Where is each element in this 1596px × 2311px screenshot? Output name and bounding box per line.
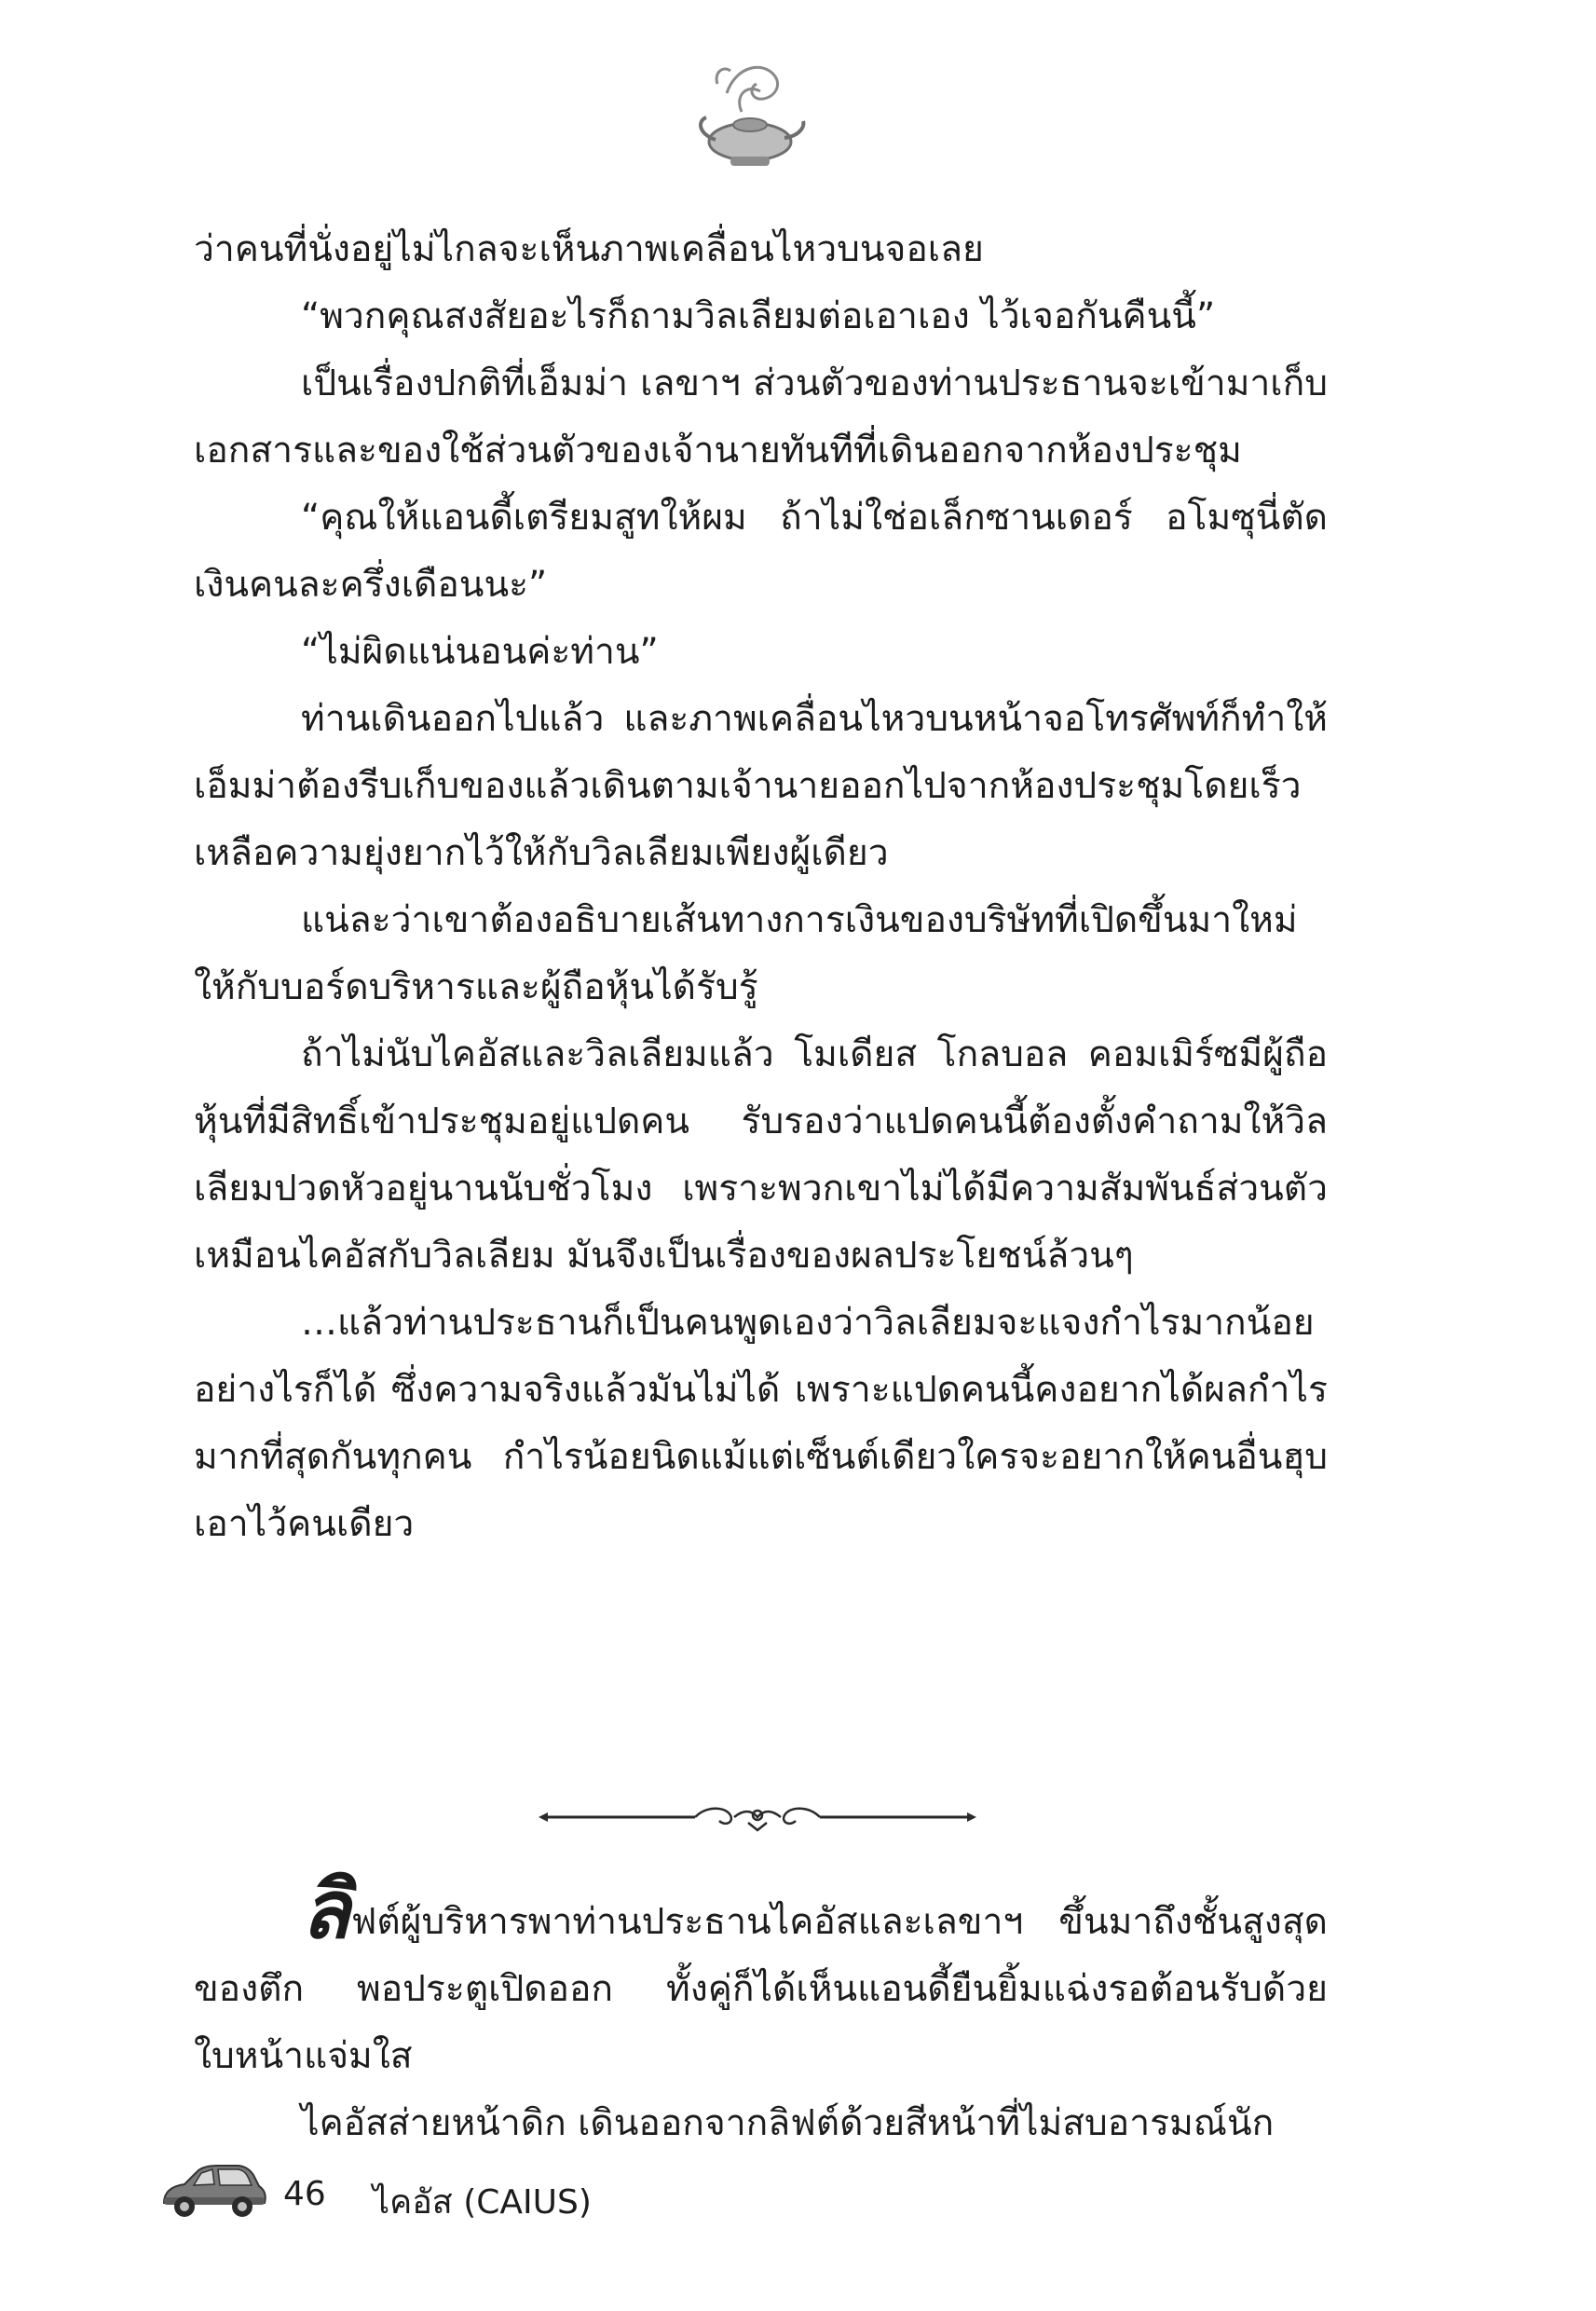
- paragraph: ท่านเดินออกไปแล้ว และภาพเคลื่อนไหวบนหน้าจอโทรศัพท์ก็ทำให้เอ็มม่าต้องรีบเก็บของแล้วเดินตามเจ้านายออกไปจากห้องประชุมโดยเร็ว เหลือความยุ่งยากไว้ให้กับวิลเลียมเพียงผู้เดียว: [194, 698, 1328, 874]
- paragraph: …แล้วท่านประธานก็เป็นคนพูดเองว่าวิลเลียมจะแจงกำไรมากน้อยอย่างไรก็ได้ ซึ่งความจริงแล้วมันไม่ได้ เพราะแปดคนนี้คงอยากได้ผลกำไรมากที่สุดกันทุกคน กำไรน้อยนิดแม้แต่เซ็นต์เดียวใครจะอยากให้คนอื่นฮุบเอาไว้คนเดียว: [194, 1302, 1328, 1545]
- paragraph: “พวกคุณสงสัยอะไรก็ถามวิลเลียมต่อเอาเอง ไว้เจอกันคืนนี้”: [301, 295, 1216, 337]
- teapot-ornament-icon: [689, 56, 811, 182]
- paragraph: เป็นเรื่องปกติที่เอ็มม่า เลขาฯ ส่วนตัวของท่านประธานจะเข้ามาเก็บเอกสารและของใช้ส่วนตัวของเจ้านายทันทีที่เดินออกจากห้องประชุม: [194, 362, 1328, 472]
- paragraph-text: ฟต์ผู้บริหารพาท่านประธานไคอัสและเลขาฯ ขึ้นมาถึงชั้นสูงสุดของตึก พอประตูเปิดออก ทั้งคู่ก็ได้เห็นแอนดี้ยืนยิ้มแฉ่งรอต้อนรับด้วยใบหน้าแจ่มใส: [194, 1901, 1328, 2077]
- car-icon: [157, 2160, 268, 2222]
- book-title: ไคอัส (CAIUS): [373, 2183, 592, 2222]
- section-two: [194, 1864, 1328, 2157]
- paragraph: “คุณให้แอนดี้เตรียมสูทให้ผม ถ้าไม่ใช่อเล็กซานเดอร์ อโมซุนี่ตัดเงินคนละครึ่งเดือนนะ”: [194, 497, 1328, 606]
- paragraph: แน่ละว่าเขาต้องอธิบายเส้นทางการเงินของบริษัทที่เปิดขึ้นมาใหม่ให้กับบอร์ดบริหารและผู้ถือหุ้นได้รับรู้: [194, 899, 1298, 1008]
- paragraph: ว่าคนที่นั่งอยู่ไม่ไกลจะเห็นภาพเคลื่อนไหวบนจอเลย: [194, 228, 984, 270]
- scroll-ornament-icon: [539, 1797, 976, 1838]
- body-text: [194, 216, 1328, 1558]
- drop-cap: ลิ: [301, 1864, 351, 1957]
- paragraph: ไคอัสส่ายหน้าดิก เดินออกจากลิฟต์ด้วยสีหน้าที่ไม่สบอารมณ์นัก: [301, 2102, 1275, 2144]
- page-footer: [157, 2160, 809, 2225]
- paragraph: ถ้าไม่นับไคอัสและวิลเลียมแล้ว โมเดียส โกลบอล คอมเมิร์ซมีผู้ถือหุ้นที่มีสิทธิ์เข้าประชุมอยู่แปดคน รับรองว่าแปดคนนี้ต้องตั้งคำถามให้วิลเลียมปวดหัวอยู่นานนับชั่วโมง เพราะพวกเขาไม่ได้มีความสัมพันธ์ส่วนตัวเหมือนไคอัสกับวิลเลียม มันจึงเป็นเรื่องของผลประโยชน์ล้วนๆ: [194, 1033, 1328, 1277]
- paragraph: “ไม่ผิดแน่นอนค่ะท่าน”: [301, 631, 659, 673]
- page-number: 46: [283, 2175, 326, 2213]
- opening-paragraph: [194, 1864, 1328, 2090]
